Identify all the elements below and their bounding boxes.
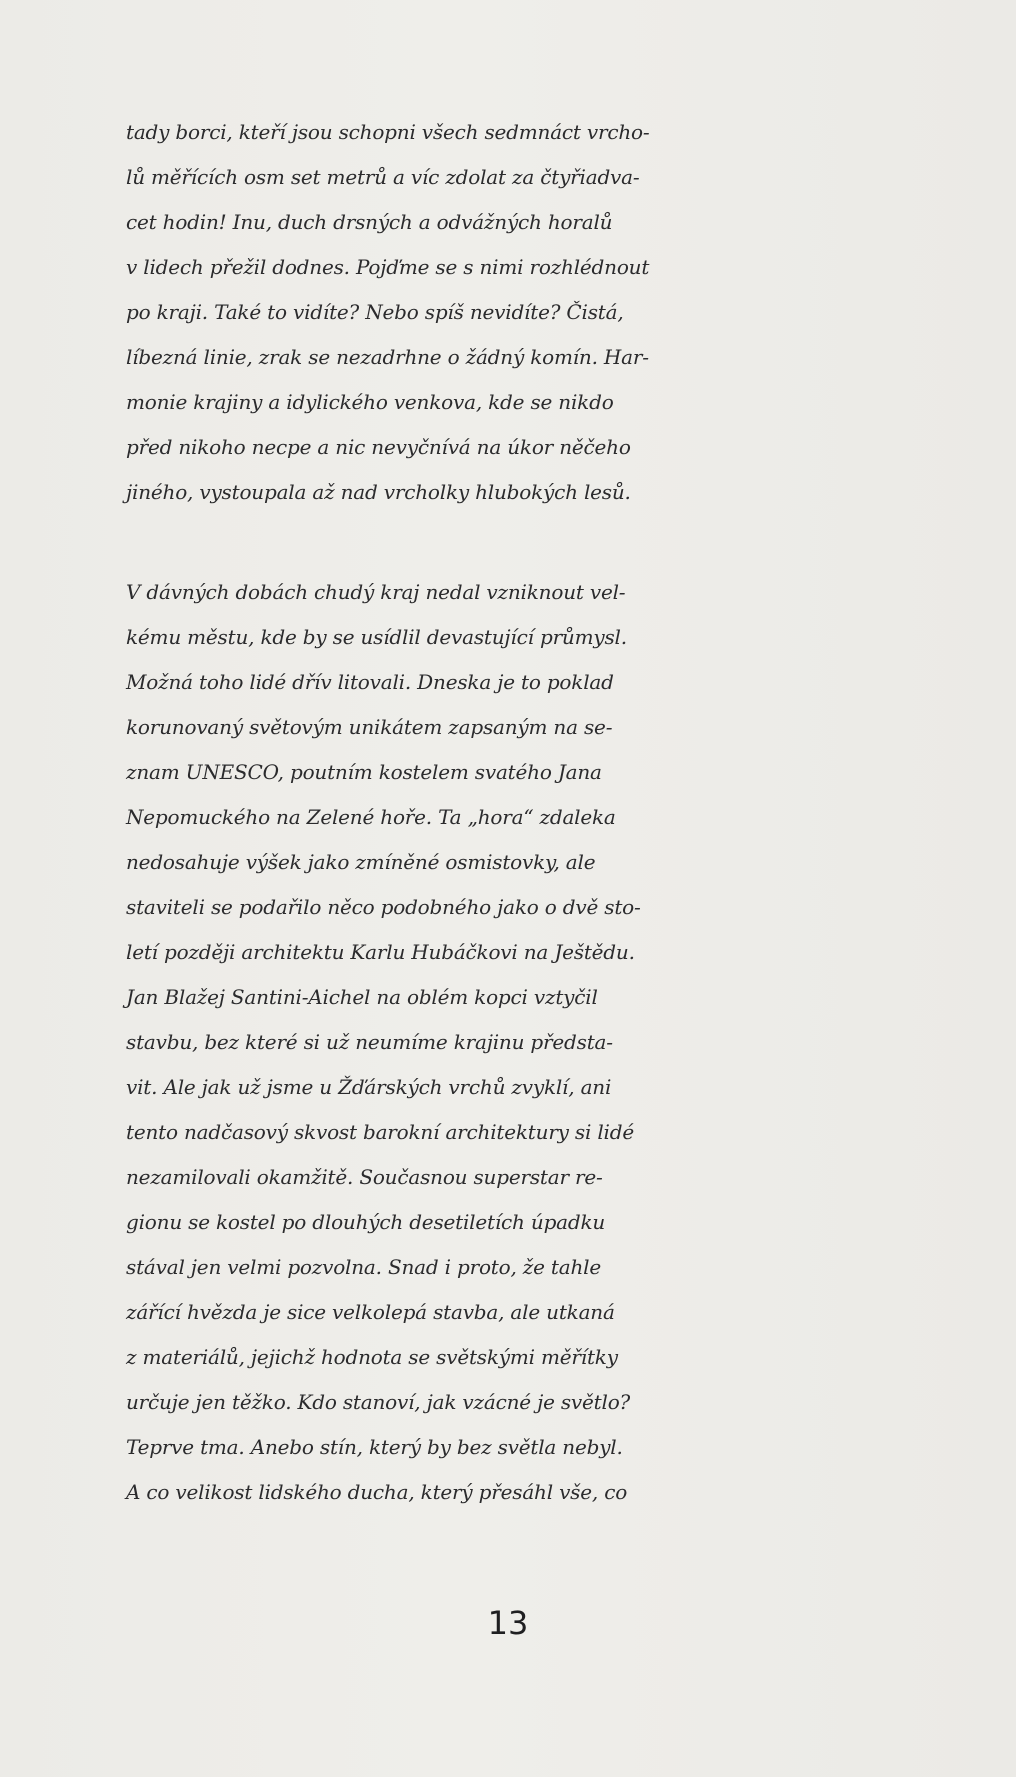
text-line: po kraji. Také to vidíte? Nebo spíš nevidíte? Čistá, [126,300,624,324]
text-line: V dávných dobách chudý kraj nedal vzniknout vel- [126,580,626,604]
text-line: staviteli se podařilo něco podobného jako o dvě sto- [126,895,641,919]
text-line: Nepomuckého na Zelené hoře. Ta „hora“ zdaleka [126,805,616,829]
text-line: lů měřících osm set metrů a víc zdolat za čtyřiadva- [126,165,640,189]
text-line: stával jen velmi pozvolna. Snad i proto, že tahle [126,1255,601,1279]
text-line: vit. Ale jak už jsme u Žďárských vrchů zvyklí, ani [126,1075,612,1099]
text-line: kému městu, kde by se usídlil devastující průmysl. [126,625,627,649]
paragraph-1 [126,110,926,515]
text-line: nezamilovali okamžitě. Současnou superstar re- [126,1165,603,1189]
text-line: cet hodin! Inu, duch drsných a odvážných horalů [126,210,613,234]
text-line: z materiálů, jejichž hodnota se světskými měřítky [126,1345,618,1369]
text-line: jiného, vystoupala až nad vrcholky hlubokých lesů. [126,480,631,504]
text-line: Teprve tma. Anebo stín, který by bez světla nebyl. [126,1435,623,1459]
text-line: letí později architektu Karlu Hubáčkovi na Ještědu. [126,940,635,964]
text-line: tady borci, kteří jsou schopni všech sedmnáct vrcho- [126,120,650,144]
page-number: 13 [487,1604,529,1642]
text-line: Jan Blažej Santini-Aichel na oblém kopci vztyčil [126,985,598,1009]
text-line: gionu se kostel po dlouhých desetiletích úpadku [126,1210,606,1234]
text-line: znam UNESCO, poutním kostelem svatého Jana [126,760,602,784]
text-line: v lidech přežil dodnes. Pojďme se s nimi rozhlédnout [126,255,650,279]
text-line: před nikoho necpe a nic nevyčnívá na úkor něčeho [126,435,631,459]
text-line: tento nadčasový skvost barokní architektury si lidé [126,1120,634,1144]
text-line: líbezná linie, zrak se nezadrhne o žádný komín. Har- [126,345,649,369]
text-line: monie krajiny a idylického venkova, kde se nikdo [126,390,614,414]
text-line: A co velikost lidského ducha, který přesáhl vše, co [126,1480,628,1504]
text-line: korunovaný světovým unikátem zapsaným na se- [126,715,613,739]
text-line: určuje jen těžko. Kdo stanoví, jak vzácné je světlo? [126,1390,631,1414]
text-line: nedosahuje výšek jako zmíněné osmistovky, ale [126,850,596,874]
text-line: zářící hvězda je sice velkolepá stavba, ale utkaná [126,1300,615,1324]
text-line: stavbu, bez které si už neumíme krajinu předsta- [126,1030,613,1054]
text-line: Možná toho lidé dřív litovali. Dneska je to poklad [126,670,614,694]
paragraph-2 [126,570,926,1515]
